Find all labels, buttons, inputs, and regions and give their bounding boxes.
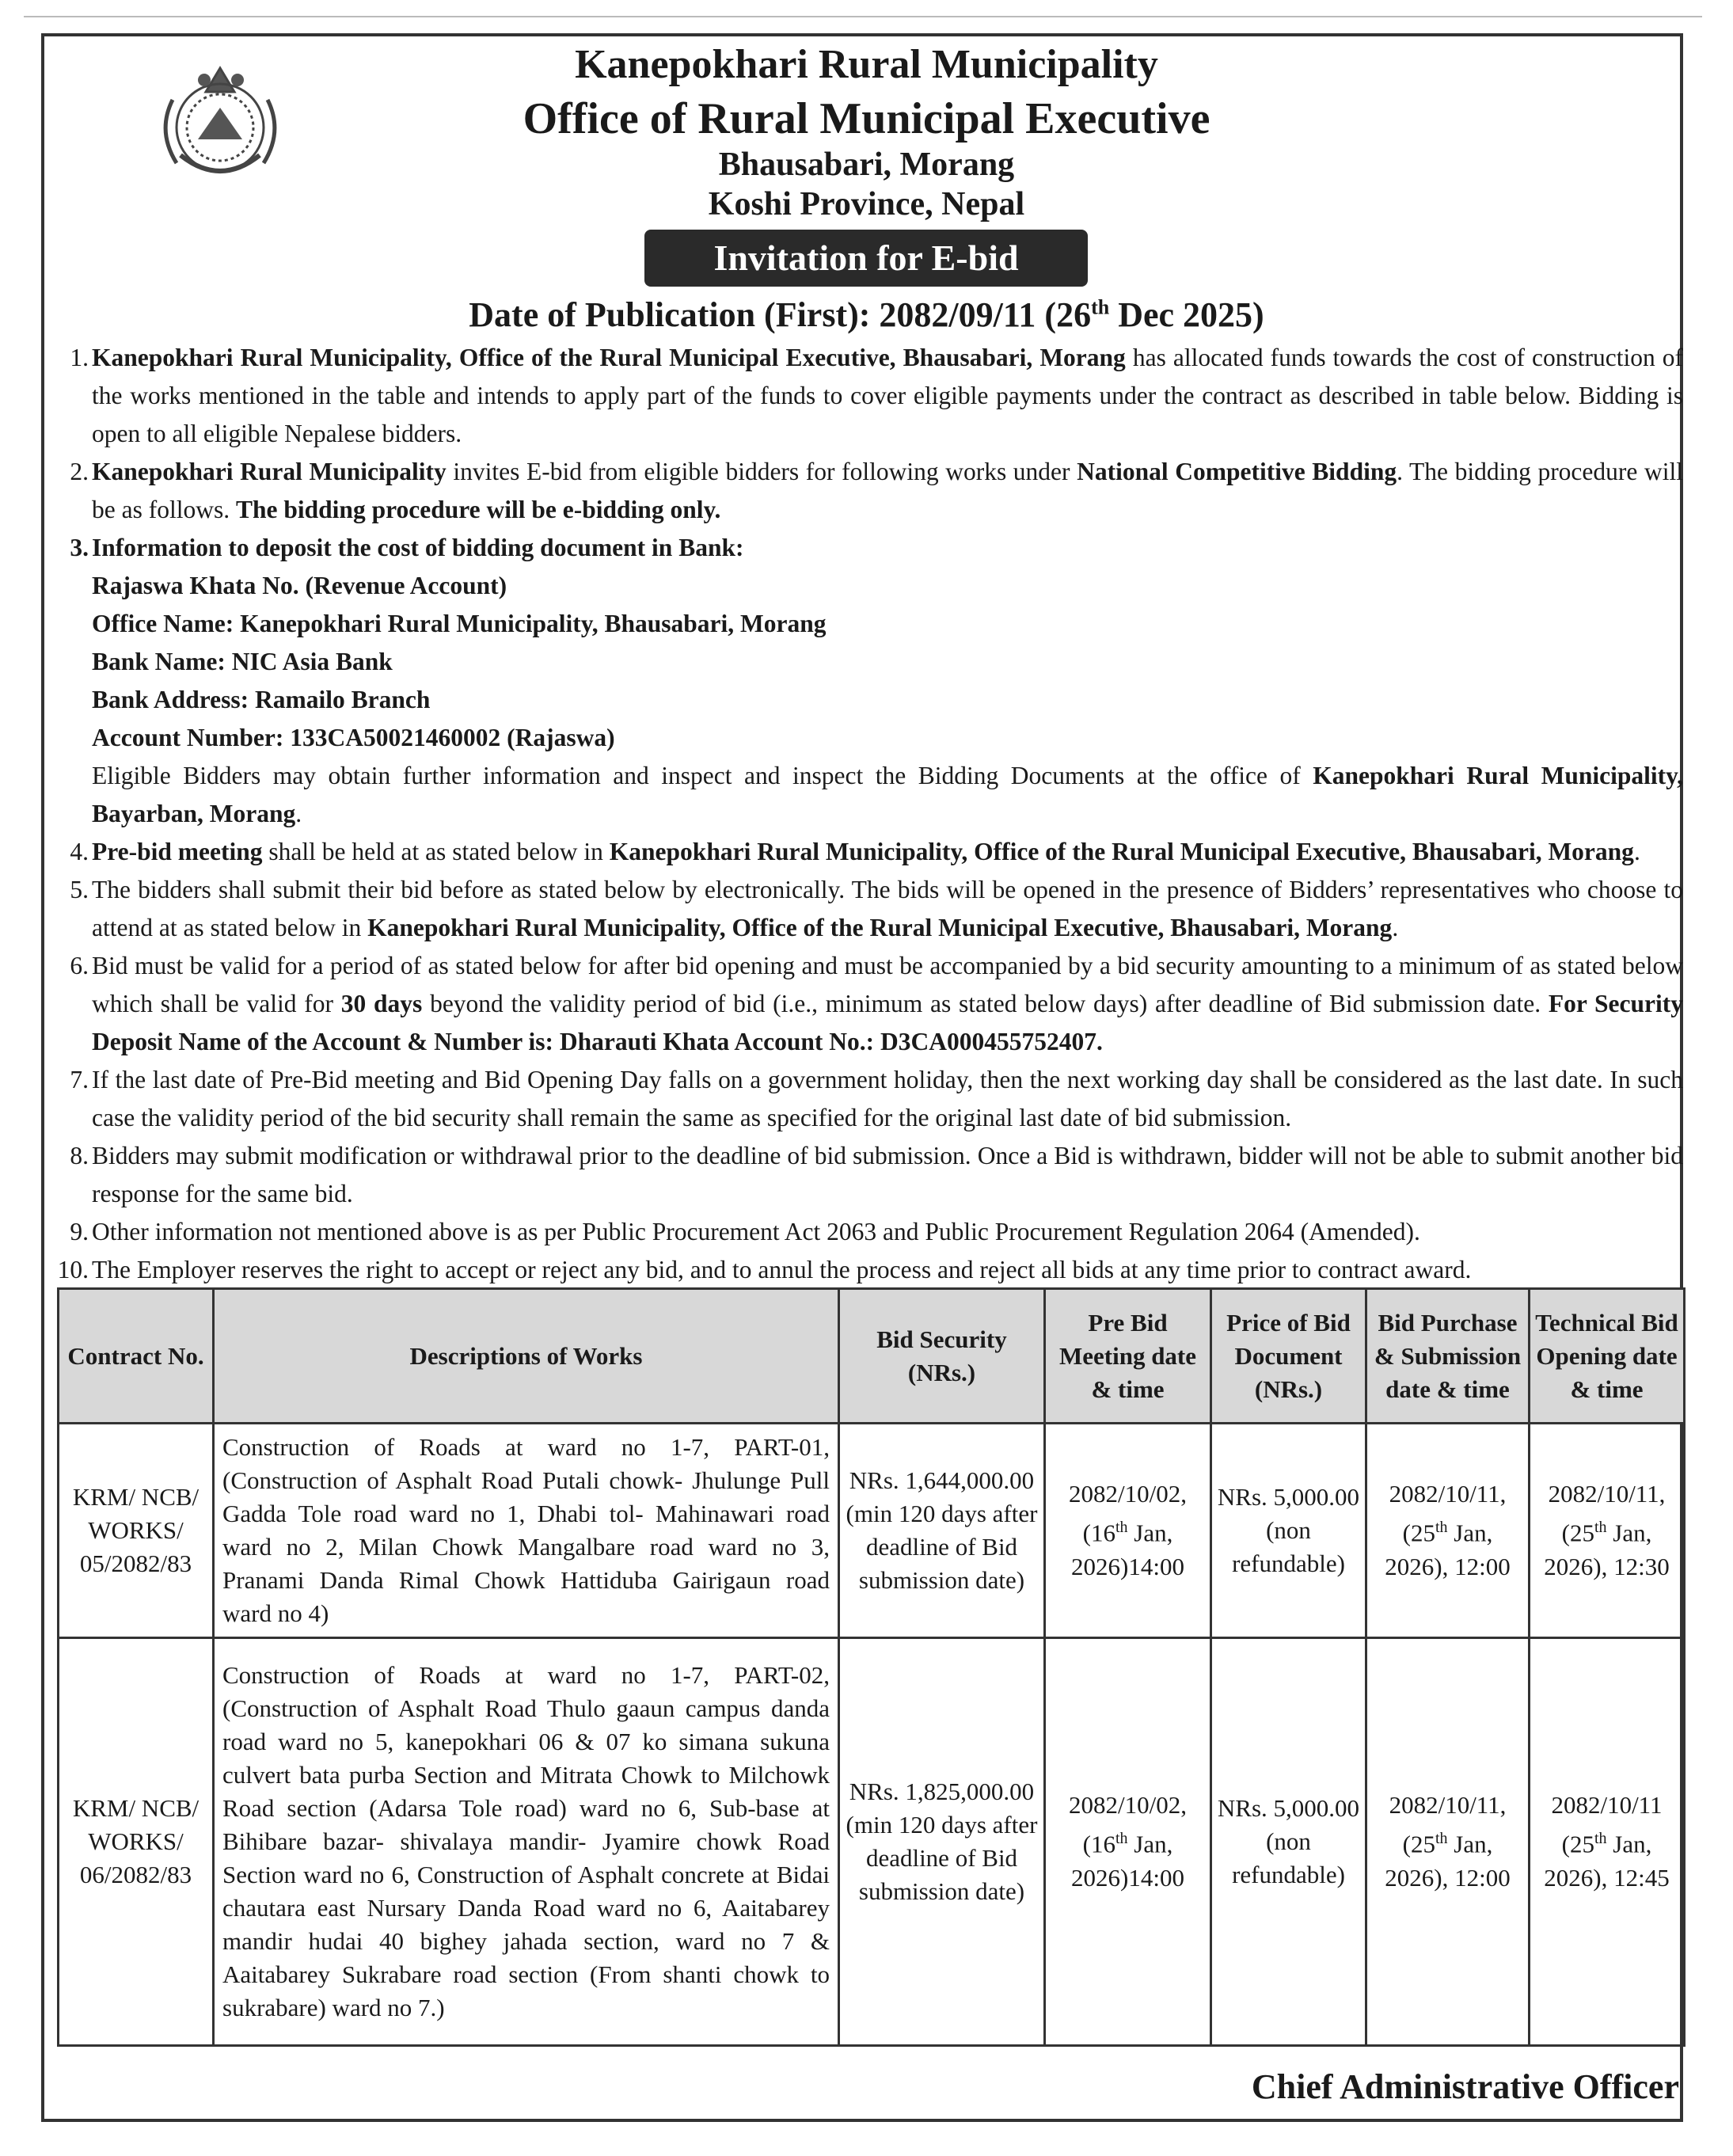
item-text: Bidders may submit modification or withdrawal prior to the deadline of bid submission. Once a Bid is withdrawn, bidder will not be able to submit another bid response for the same bid. [92,1142,1683,1207]
item-bold: Kanepokhari Rural Municipality, Office of the Rural Municipal Executive, Bhausabari, Morang [367,914,1393,941]
item-bold: 30 days [340,990,423,1017]
office-location: Bhausabari, Morang [718,146,1015,183]
cell-text: Jan, 2026)14:00 [1071,1519,1184,1580]
pub-date-prefix: Date of Publication (First): 2082/09/11 (26 [469,295,1092,334]
item-number: 2. [70,458,89,485]
cell-description: Construction of Roads at ward no 1-7, PART-01, (Construction of Asphalt Road Putali chowk- Jhulunge Pull Gadda Tole road ward no 1, Dhabi tol- Mahinawari road ward no 2, Milan Chowk Mangalbare road ward no 3, Pranami Danda Rimal Chowk Hattiduba Gairigaun road ward no 4) [214,1424,839,1638]
item-2 [51,453,1683,529]
item-bold: Pre-bid meeting [92,838,263,865]
cell-bid-security: NRs. 1,825,000.00 (min 120 days after deadline of Bid submission date) [839,1638,1045,2046]
bank-info-line: Office Name: Kanepokhari Rural Municipality, Bhausabari, Morang [92,610,827,637]
cell-description: Construction of Roads at ward no 1-7, PART-02, (Construction of Asphalt Road Thulo gaaun campus danda road ward no 5, kanepokhari 06 & 07 ko simana sukuna culvert bata purba Section and Mitrata Chowk to Milchowk Road section (Adarsa Tole road) ward no 6, Sub-base at Bihibare bazar- shivalaya mandir- Jyamire chowk Road Section ward no 6, Construction of Asphalt concrete at Bidai chautara east Nursary Danda Road ward no 6, Aaitabarey mandir hudai 40 bighey jahada section, ward no 7 & Aaitabarey Sukrabare road section (From shanti chowk to sukrabare) ward no 7.) [214,1638,839,2046]
cell-bid-security: NRs. 1,644,000.00 (min 120 days after deadline of Bid submission date) [839,1424,1045,1638]
item-1 [51,339,1683,453]
item-number: 4. [70,838,89,865]
table-header-row [59,1289,1685,1424]
pub-date-suffix: Dec 2025) [1109,295,1264,334]
item-text: shall be held at as stated below in [262,838,610,865]
bank-info-line: Bank Name: NIC Asia Bank [92,648,393,675]
cell-text: Jan, 2026), 12:30 [1544,1519,1670,1580]
header-document-price: Price of Bid Document (NRs.) [1211,1289,1366,1424]
cell-bid-submission [1366,1638,1530,2046]
item-6 [51,947,1683,1061]
item-bold: For Security Deposit Name of the Account & Number is: Dharauti Khata Account No.: D3CA000455752407. [92,990,1683,1055]
cell-sup: th [1594,1830,1607,1848]
signature-title: Chief Administrative Officer [1251,2067,1679,2106]
item-number: 7. [70,1066,89,1093]
top-rule [24,16,1702,17]
cell-text: 2082/10/02, (16 [1069,1480,1187,1547]
table-row [59,1638,1685,2046]
cell-text: 2082/10/11 (25 [1551,1791,1663,1858]
cell-sup: th [1115,1519,1128,1537]
header-bid-security: Bid Security (NRs.) [839,1289,1045,1424]
bank-info-heading: Information to deposit the cost of bidding document in Bank: [92,534,744,561]
cell-sup: th [1115,1830,1128,1848]
item-5 [51,871,1683,947]
item-number: 5. [70,876,89,903]
cell-document-price: NRs. 5,000.00 (non refundable) [1211,1424,1366,1638]
bid-table [57,1287,1685,2047]
cell-text: Jan, 2026), 12:00 [1385,1519,1511,1580]
cell-bid-opening [1530,1424,1685,1638]
office-name: Office of Rural Municipal Executive [523,94,1210,143]
header-description: Descriptions of Works [214,1289,839,1424]
item-3 [51,529,1683,833]
item-bold: Kanepokhari Rural Municipality, Bayarban, Morang [92,762,1683,827]
item-4 [51,833,1683,871]
notice-body [51,339,1683,1289]
publication-date [0,295,1733,335]
bank-info-line: Account Number: 133CA50021460002 (Rajaswa) [92,724,615,751]
item-10 [51,1251,1683,1289]
header-prebid-meeting: Pre Bid Meeting date & time [1045,1289,1211,1424]
bank-info-line: Rajaswa Khata No. (Revenue Account) [92,572,507,599]
item-text: Eligible Bidders may obtain further information and inspect and inspect the Bidding Documents at the office of [92,762,1313,789]
cell-bid-submission [1366,1424,1530,1638]
cell-document-price: NRs. 5,000.00 (non refundable) [1211,1638,1366,2046]
cell-text: 2082/10/11, (25 [1389,1480,1507,1547]
item-number: 3. [70,534,89,561]
item-9 [51,1213,1683,1251]
item-number: 10. [57,1256,89,1283]
cell-bid-opening [1530,1638,1685,2046]
item-number: 6. [70,952,89,979]
item-bold: Kanepokhari Rural Municipality, Office of the Rural Municipal Executive, Bhausabari, Morang [609,838,1634,865]
item-text: If the last date of Pre-Bid meeting and Bid Opening Day falls on a government holiday, then the next working day shall be considered as the last date. In such case the validity period of the bid security shall remain the same as specified for the original last date of bid submission. [92,1066,1683,1131]
table-row [59,1424,1685,1638]
header-bid-submission: Bid Purchase & Submission date & time [1366,1289,1530,1424]
cell-text: 2082/10/02, (16 [1069,1791,1187,1858]
item-text: invites E-bid from eligible bidders for following works under [446,458,1077,485]
item-bold: Kanepokhari Rural Municipality, Office of the Rural Municipal Executive, Bhausabari, Morang [92,344,1126,371]
cell-text: Jan, 2026), 12:45 [1544,1830,1670,1892]
item-text: . The bidding procedure will be as follows. [92,458,1683,523]
header-bid-opening: Technical Bid Opening date & time [1530,1289,1685,1424]
invitation-badge: Invitation for E-bid [644,230,1088,287]
item-bold: National Competitive Bidding [1077,458,1397,485]
municipality-name: Kanepokhari Rural Municipality [575,42,1158,87]
cell-sup: th [1435,1830,1448,1848]
item-number: 8. [70,1142,89,1169]
item-text: . [1633,838,1640,865]
cell-sup: th [1594,1519,1607,1537]
item-number: 1. [70,344,89,371]
item-number: 9. [70,1218,89,1245]
item-text: has allocated funds towards the cost of construction of the works mentioned in the table and intends to apply part of the funds to cover eligible payments under the contract as described in table below. Bidding is open to all eligible Nepalese bidders. [92,344,1683,447]
item-bold: Kanepokhari Rural Municipality [92,458,447,485]
cell-text: 2082/10/11, (25 [1548,1480,1666,1547]
cell-text: Jan, 2026)14:00 [1071,1830,1184,1892]
pub-date-sup: th [1091,295,1110,319]
cell-prebid-meeting [1045,1638,1211,2046]
item-7 [51,1061,1683,1137]
cell-text: Jan, 2026), 12:00 [1385,1830,1511,1892]
item-text: . [295,800,302,827]
item-text: Other information not mentioned above is as per Public Procurement Act 2063 and Public Procurement Regulation 2064 (Amended). [92,1218,1420,1245]
item-8 [51,1137,1683,1213]
cell-prebid-meeting [1045,1424,1211,1638]
item-text: beyond the validity period of bid (i.e., minimum as stated below days) after deadline of Bid submission date. [422,990,1549,1017]
cell-sup: th [1435,1519,1448,1537]
cell-contract-no: KRM/ NCB/ WORKS/ 05/2082/83 [59,1424,214,1638]
cell-text: 2082/10/11, (25 [1389,1791,1507,1858]
header-contract-no: Contract No. [59,1289,214,1424]
item-text: The bidders shall submit their bid before as stated below by electronically. The bids will be opened in the presence of Bidders’ representatives who choose to attend at as stated below in [92,876,1683,941]
item-text: The Employer reserves the right to accept or reject any bid, and to annul the process and reject all bids at any time prior to contract award. [92,1256,1472,1283]
office-province: Koshi Province, Nepal [708,186,1025,222]
cell-contract-no: KRM/ NCB/ WORKS/ 06/2082/83 [59,1638,214,2046]
item-text: . [1392,914,1399,941]
item-bold: The bidding procedure will be e-bidding only. [235,496,721,523]
item-text: Bid must be valid for a period of as stated below for after bid opening and must be accompanied by a bid security amounting to a minimum of as stated below which shall be valid for [92,952,1683,1017]
bank-info-line: Bank Address: Ramailo Branch [92,686,431,713]
